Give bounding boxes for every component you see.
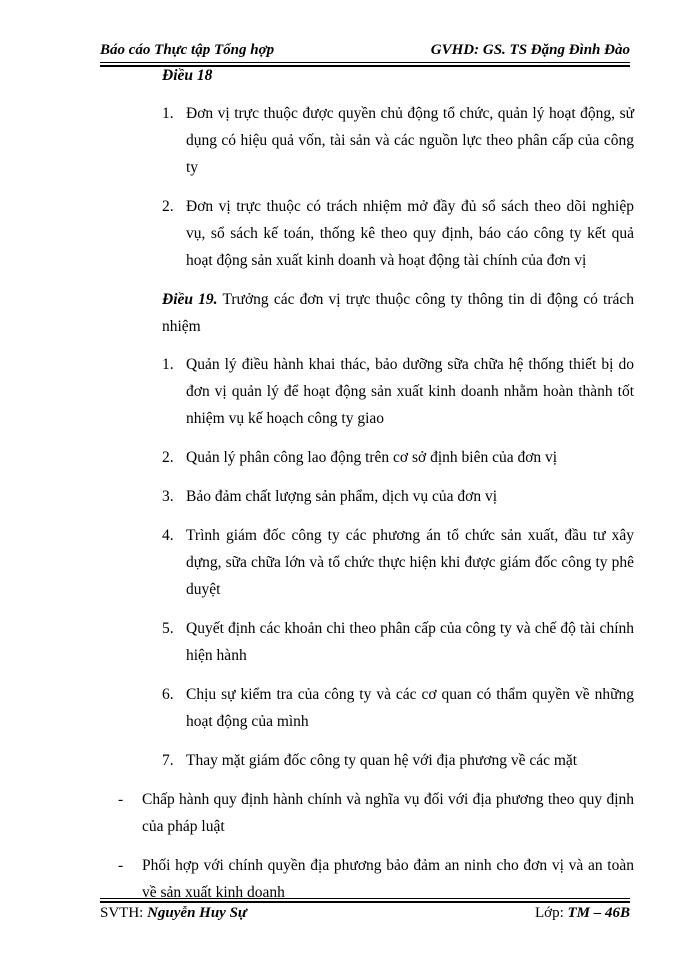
page-footer — [100, 905, 630, 925]
item-number: 2. — [162, 449, 174, 466]
item-text: Quản lý điều hành khai thác, bảo dưỡng sữa chữa hệ thống thiết bị do đơn vị quản lý để hoạt động sản xuất kinh doanh nhằm hoàn thành tốt nhiệm vụ kế hoạch công ty giao — [186, 356, 634, 427]
item-number: 4. — [162, 527, 174, 544]
item-number: 3. — [162, 488, 174, 505]
item-number: 2. — [162, 198, 174, 215]
dieu18-title: Điều 18 — [162, 67, 213, 84]
footer-student-label: SVTH: — [100, 905, 144, 921]
item-text: Quyết định các khoản chi theo phân cấp của công ty và chế độ tài chính hiện hành — [186, 620, 634, 664]
footer-rule-thin — [100, 898, 630, 899]
list-item — [100, 483, 634, 510]
page-header — [100, 42, 630, 62]
footer-student-name: Nguyễn Huy Sự — [147, 905, 247, 921]
dieu19-list — [100, 351, 634, 774]
bullet-text: Phối hợp với chính quyền địa phương bảo đảm an ninh cho đơn vị và an toàn về sản xuất kinh doanh — [142, 857, 634, 901]
list-item — [100, 193, 634, 274]
list-item — [100, 747, 634, 774]
list-item — [100, 444, 634, 471]
item-number: 6. — [162, 686, 174, 703]
list-item — [100, 522, 634, 603]
footer-rule-thick — [100, 901, 630, 903]
item-text: Trình giám đốc công ty các phương án tổ chức sản xuất, đầu tư xây dựng, sữa chữa lớn và tổ chức thực hiện khi được giám đốc công ty phê duyệt — [186, 527, 634, 598]
footer-class — [535, 905, 630, 922]
page-body — [100, 62, 634, 918]
item-text: Chịu sự kiểm tra của công ty và các cơ quan có thẩm quyền về những hoạt động của mình — [186, 686, 634, 730]
footer-class-value: TM – 46B — [567, 905, 630, 921]
list-item — [100, 681, 634, 735]
item-text: Đơn vị trực thuộc được quyền chủ động tổ chức, quản lý hoạt động, sử dụng có hiệu quả vốn, tài sản và các nguồn lực theo phân cấp của công ty — [186, 105, 634, 176]
item-number: 5. — [162, 620, 174, 637]
dash-mark: - — [118, 857, 124, 874]
item-text: Bảo đảm chất lượng sản phẩm, dịch vụ của đơn vị — [186, 488, 498, 505]
bullet-text: Chấp hành quy định hành chính và nghĩa vụ đối với địa phương theo quy định của pháp luật — [142, 791, 634, 835]
dieu19-bullets — [100, 786, 634, 906]
item-text: Đơn vị trực thuộc có trách nhiệm mở đầy đủ sổ sách theo dõi nghiệp vụ, sổ sách kế toán, thống kê theo quy định, báo cáo công ty kết quả hoạt động sản xuất kinh doanh và hoạt động tài chính của đơn vị — [186, 198, 634, 269]
list-item — [100, 351, 634, 432]
list-item — [100, 100, 634, 181]
item-number: 1. — [162, 356, 174, 373]
dieu19-intro — [162, 286, 634, 340]
footer-class-label: Lớp: — [534, 905, 564, 921]
header-report-title: Báo cáo Thực tập Tổng hợp — [100, 42, 275, 58]
list-item — [100, 615, 634, 669]
dieu19-intro-text: Trưởng các đơn vị trực thuộc công ty thông tin di động có trách nhiệm — [162, 291, 635, 335]
dieu19-label: Điều 19. — [162, 291, 218, 308]
item-text: Quản lý phân công lao động trên cơ sở định biên của đơn vị — [186, 449, 558, 466]
item-number: 1. — [162, 105, 174, 122]
dieu18-list — [100, 100, 634, 274]
item-text: Thay mặt giám đốc công ty quan hệ với địa phương về các mặt — [186, 752, 578, 769]
dash-mark: - — [118, 791, 124, 808]
header-advisor: GVHD: GS. TS Đặng Đình Đào — [430, 42, 630, 58]
item-number: 7. — [162, 752, 174, 769]
footer-student — [100, 905, 247, 922]
bullet-item — [100, 786, 634, 840]
